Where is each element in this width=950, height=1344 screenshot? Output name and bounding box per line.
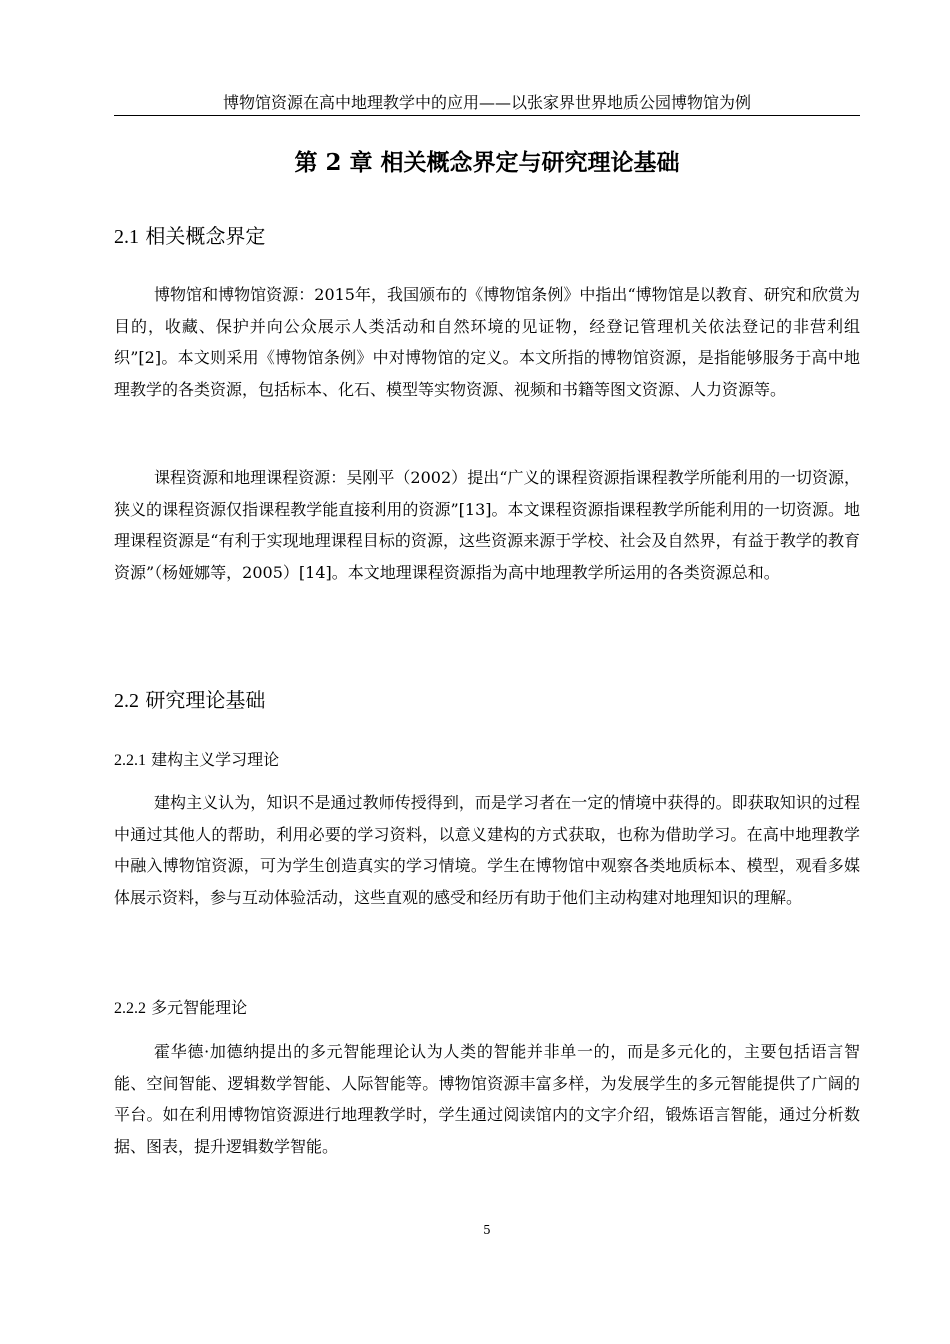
section-heading-2-1 — [114, 222, 265, 251]
section-title: 相关概念界定 — [145, 224, 266, 248]
section-title: 研究理论基础 — [145, 688, 266, 712]
subsection-number: 2.2.2 — [114, 1000, 146, 1017]
chapter-title — [114, 146, 860, 180]
header-rule — [114, 115, 860, 116]
chapter-label-suffix: 章 — [349, 150, 373, 176]
paragraph-multiple-intelligences: 霍华德·加德纳提出的多元智能理论认为人类的智能并非单一的，而是多元化的，主要包括语言智能、空间智能、逻辑数学智能、人际智能等。博物馆资源丰富多样，为发展学生的多元智能提供了广阔的平台。如在利用博物馆资源进行地理教学时，学生通过阅读馆内的文字介绍，锻炼语言智能，通过分析数据、图表，提升逻辑数学智能。 — [114, 1042, 860, 1156]
subsection-number: 2.2.1 — [114, 752, 146, 769]
chapter-number: 2 — [325, 149, 342, 176]
paragraph-museum-resources: 博物馆和博物馆资源：2015年，我国颁布的《博物馆条例》中指出“博物馆是以教育、研究和欣赏为目的，收藏、保护并向公众展示人类活动和自然环境的见证物，经登记管理机关依法登记的非营利组织”[2]。本文则采用《博物馆条例》中对博物馆的定义。本文所指的博物馆资源，是指能够服务于高中地理教学的各类资源，包括标本、化石、模型等实物资源、视频和书籍等图文资源、人力资源等。 — [114, 285, 860, 399]
chapter-title-text: 相关概念界定与研究理论基础 — [380, 150, 680, 176]
running-header: 博物馆资源在高中地理教学中的应用——以张家界世界地质公园博物馆为例 — [222, 93, 751, 112]
section-number: 2.2 — [114, 690, 139, 712]
subsection-title: 多元智能理论 — [151, 998, 248, 1017]
paragraph-curriculum-resources: 课程资源和地理课程资源：吴刚平（2002）提出“广义的课程资源指课程教学所能利用的一切资源，狭义的课程资源仅指课程教学能直接利用的资源”[13]。本文课程资源指课程教学所能利用的一切资源。地理课程资源是“有利于实现地理课程目标的资源，这些资源来源于学校、社会及自然界，有益于教学的教育资源”（杨娅娜等，2005）[14]。本文地理课程资源指为高中地理教学所运用的各类资源总和。 — [114, 468, 860, 582]
chapter-label-prefix: 第 — [294, 150, 318, 176]
subsection-heading-2-2-2 — [114, 996, 247, 1021]
subsection-heading-2-2-1 — [114, 748, 279, 773]
paragraph-constructivism: 建构主义认为，知识不是通过教师传授得到，而是学习者在一定的情境中获得的。即获取知识的过程中通过其他人的帮助，利用必要的学习资料，以意义建构的方式获取，也称为借助学习。在高中地理教学中融入博物馆资源，可为学生创造真实的学习情境。学生在博物馆中观察各类地质标本、模型，观看多媒体展示资料，参与互动体验活动，这些直观的感受和经历有助于他们主动构建对地理知识的理解。 — [114, 793, 860, 907]
section-number: 2.1 — [114, 226, 139, 248]
section-heading-2-2 — [114, 686, 265, 715]
page-number: 5 — [483, 1223, 491, 1237]
subsection-title: 建构主义学习理论 — [151, 750, 280, 769]
